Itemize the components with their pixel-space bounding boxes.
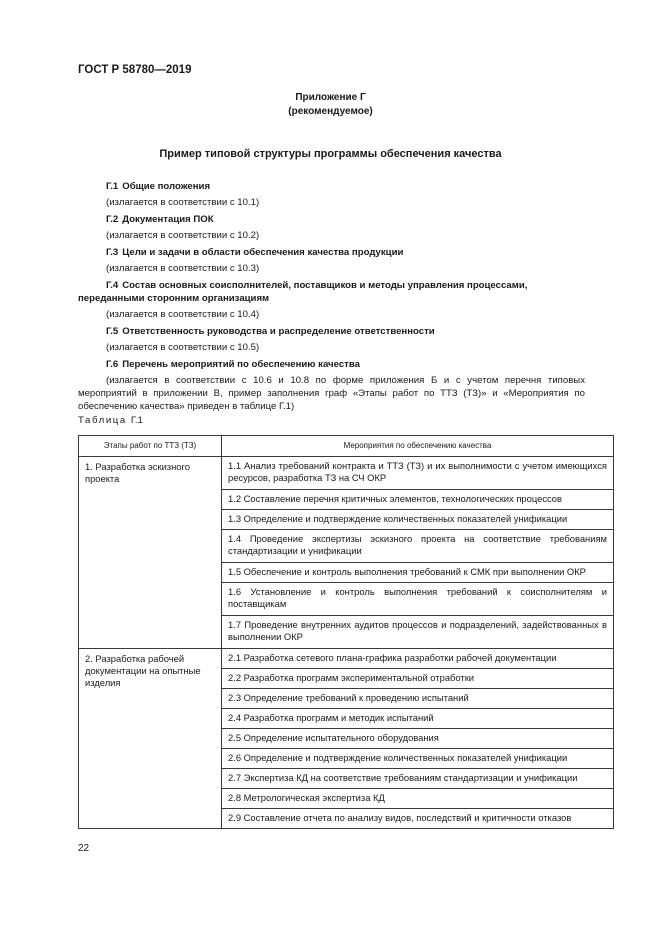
column-header-stages: Этапы работ по ТТЗ (ТЗ)	[79, 436, 222, 457]
appendix-subtitle: (рекомендуемое)	[288, 106, 373, 117]
section-body: (излагается в соответствии с 10.6 и 10.8 по форме приложения Б и с учетом перечня типовых мероприятий в приложении В, пример заполнения граф «Этапы работ по ТТЗ (ТЗ)» и «Мероприятия по обеспечению качества» приведен в таблице Г.1)	[78, 375, 585, 412]
sections-list	[78, 180, 585, 417]
column-header-activities: Мероприятия по обеспечению качества	[222, 436, 614, 457]
appendix-title: Приложение Г	[295, 92, 366, 103]
activity-cell: 2.9 Составление отчета по анализу видов, последствий и критичности отказов	[222, 809, 614, 829]
section-body: (излагается в соответствии с 10.3)	[106, 263, 260, 274]
activity-cell: 1.2 Составление перечня критичных элементов, технологических процессов	[222, 490, 614, 510]
section-body: (излагается в соответствии с 10.4)	[106, 309, 260, 320]
activity-cell: 2.6 Определение и подтверждение количественных показателей унификации	[222, 749, 614, 769]
table-row	[79, 649, 614, 669]
section-body: (излагается в соответствии с 10.5)	[106, 342, 260, 353]
section-heading: Г.4 Состав основных соисполнителей, поставщиков и методы управления процессами, переданными сторонним организациям	[78, 280, 528, 304]
quality-activities-table	[78, 435, 614, 829]
activity-cell: 1.6 Установление и контроль выполнения требований к соисполнителям и поставщикам	[222, 583, 614, 616]
activity-cell: 2.8 Метрологическая экспертиза КД	[222, 789, 614, 809]
stage-cell: 1. Разработка эскизного проекта	[79, 457, 222, 649]
activity-cell: 1.4 Проведение экспертизы эскизного проекта на соответствие требованиям стандартизации и унификации	[222, 530, 614, 563]
section-heading: Г.3 Цели и задачи в области обеспечения качества продукции	[106, 247, 404, 258]
document-header: ГОСТ Р 58780—2019	[78, 64, 192, 76]
section-heading: Г.1 Общие положения	[106, 181, 211, 192]
activity-cell: 2.2 Разработка программ экспериментальной отработки	[222, 669, 614, 689]
section-heading: Г.5 Ответственность руководства и распределение ответственности	[106, 326, 435, 337]
stage-cell: 2. Разработка рабочей документации на опытные изделия	[79, 649, 222, 829]
section-body: (излагается в соответствии с 10.1)	[106, 197, 260, 208]
activity-cell: 1.7 Проведение внутренних аудитов процессов и подразделений, задействованных в выполнении ОКР	[222, 616, 614, 649]
section-heading: Г.2 Документация ПОК	[106, 214, 214, 225]
document-title: Пример типовой структуры программы обеспечения качества	[159, 148, 502, 160]
activity-cell: 2.1 Разработка сетевого плана-графика разработки рабочей документации	[222, 649, 614, 669]
table-header-row	[79, 436, 614, 457]
table-caption: Таблица Г.1	[78, 415, 143, 426]
section-heading: Г.6 Перечень мероприятий по обеспечению качества	[106, 359, 360, 370]
activity-cell: 2.7 Экспертиза КД на соответствие требованиям стандартизации и унификации	[222, 769, 614, 789]
section-body: (излагается в соответствии с 10.2)	[106, 230, 260, 241]
table-row	[79, 457, 614, 490]
activity-cell: 2.3 Определение требований к проведению испытаний	[222, 689, 614, 709]
activity-cell: 2.4 Разработка программ и методик испытаний	[222, 709, 614, 729]
activity-cell: 1.3 Определение и подтверждение количественных показателей унификации	[222, 510, 614, 530]
page-number: 22	[78, 843, 90, 854]
activity-cell: 2.5 Определение испытательного оборудования	[222, 729, 614, 749]
activity-cell: 1.5 Обеспечение и контроль выполнения требований к СМК при выполнении ОКР	[222, 563, 614, 583]
activity-cell: 1.1 Анализ требований контракта и ТТЗ (ТЗ) и их выполнимости с учетом имеющихся ресурсов, разработка ТЗ на СЧ ОКР	[222, 457, 614, 490]
